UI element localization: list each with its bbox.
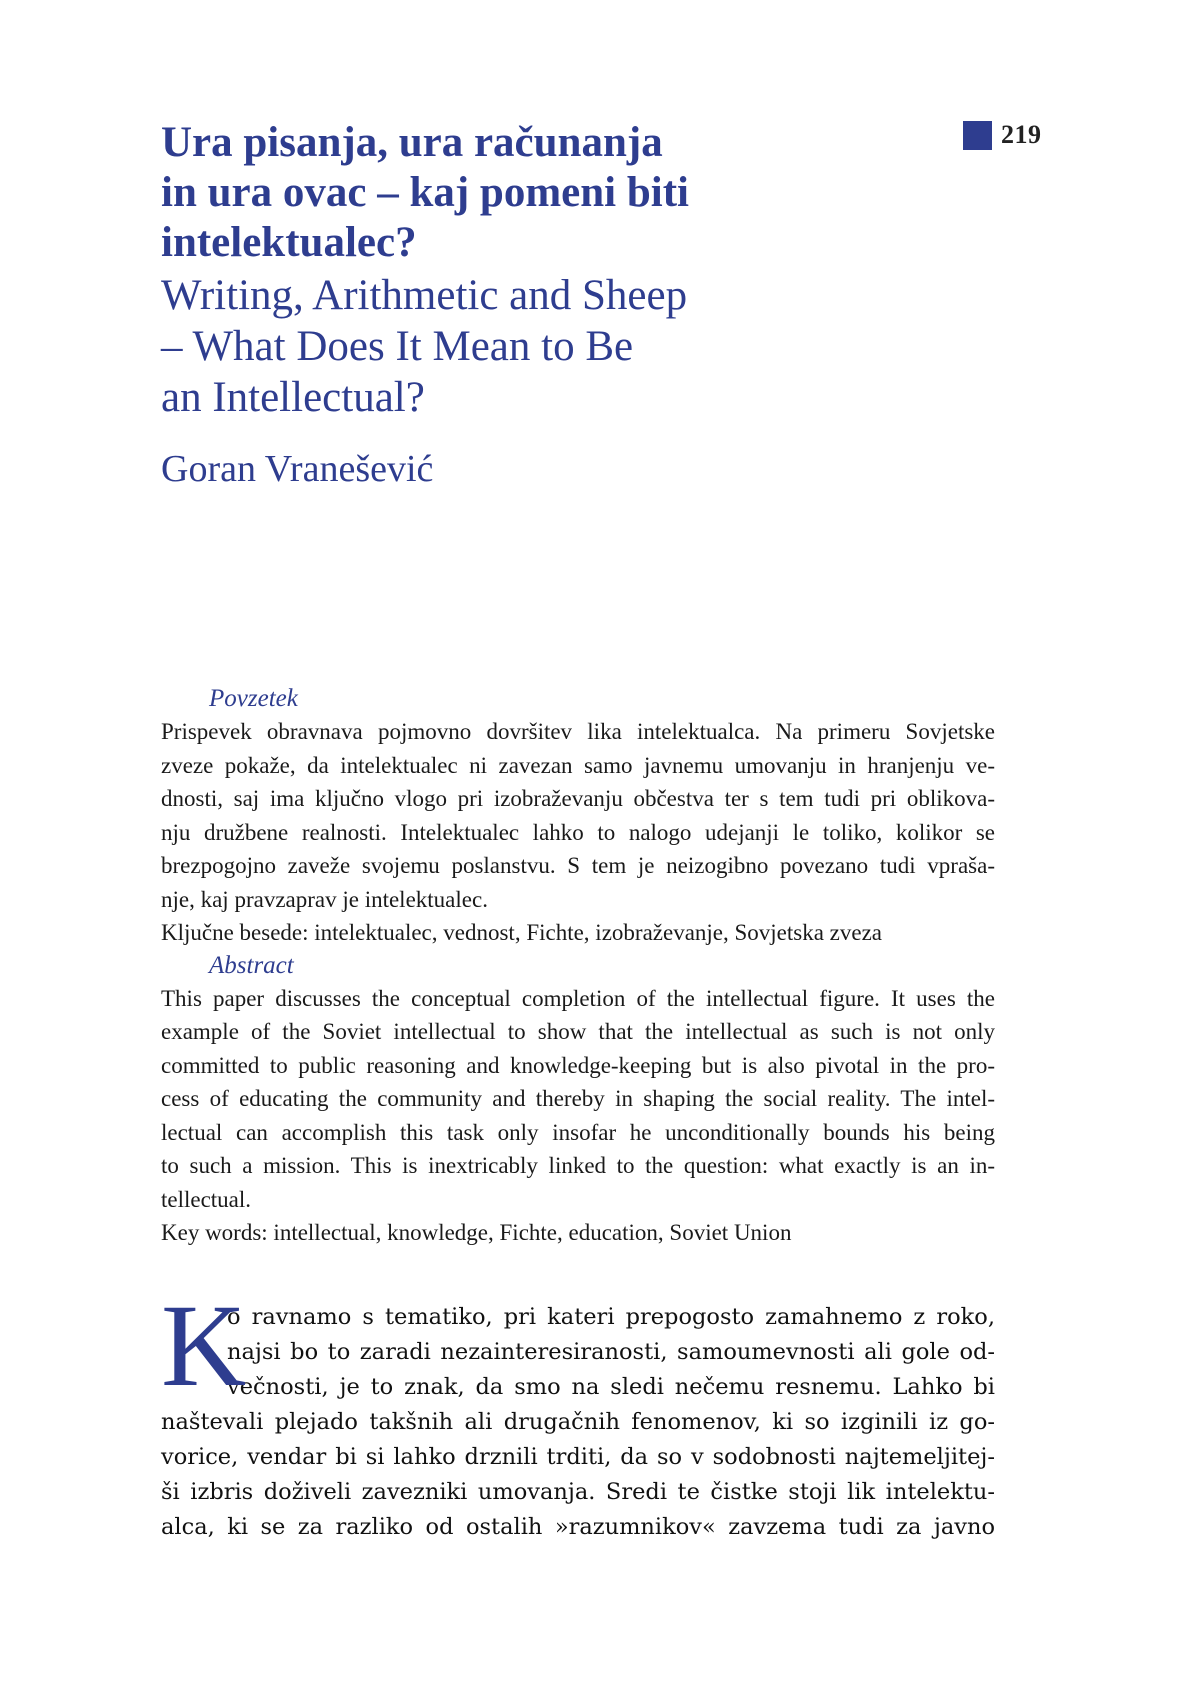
abstract-line: to such a mission. This is inextricably linked to the question: what exactly is an in- xyxy=(161,1153,995,1178)
abstract-line: committed to public reasoning and knowledge-keeping but is also pivotal in the pro- xyxy=(161,1052,995,1078)
title-sl-line: in ura ovac – kaj pomeni biti xyxy=(161,169,689,216)
title-slovene xyxy=(161,118,801,268)
page-number: 219 xyxy=(1001,120,1042,149)
title-sl-line: Ura pisanja, ura računanja xyxy=(161,119,663,166)
title-en-line: – What Does It Mean to Be xyxy=(161,323,634,370)
body-line: naštevali plejado takšnih ali drugačnih fenomenov, ki so izginili iz go- xyxy=(161,1409,995,1435)
title-sl-line: intelektualec? xyxy=(161,219,417,266)
title-en-line: Writing, Arithmetic and Sheep xyxy=(161,272,688,319)
author-name: Goran Vranešević xyxy=(161,448,434,490)
povzetek-line: brezpogojno zaveže svojemu poslanstvu. S tem je neizogibno povezano tudi vpraša- xyxy=(161,853,995,878)
povzetek-line: zveze pokaže, da intelektualec ni zavezan samo javnemu umovanju in hranjenju ve- xyxy=(161,752,995,778)
page-number-block xyxy=(963,120,1042,150)
body-text xyxy=(161,1280,995,1545)
povzetek-line: Prispevek obravnava pojmovno dovršitev lika intelektualca. Na primeru Sovjetske xyxy=(161,719,995,744)
body-line: vorice, vendar bi si lahko drznili trditi, da so v sodobnosti najtemeljitej- xyxy=(161,1444,995,1470)
abstract-line: tellectual. xyxy=(161,1186,252,1212)
povzetek-text xyxy=(161,715,995,916)
body-line: ši izbris doživeli zavezniki umovanja. Sredi te čistke stoji lik intelektu- xyxy=(161,1479,995,1505)
povzetek-heading: Povzetek xyxy=(209,685,298,712)
body-line: večnosti, je to znak, da smo na sledi nečemu resnemu. Lahko bi xyxy=(227,1374,995,1400)
abstract-line: cess of educating the community and thereby in shaping the social reality. The intel- xyxy=(161,1086,995,1111)
abstract-text xyxy=(161,982,995,1217)
abstract-heading: Abstract xyxy=(209,951,294,979)
povzetek-line: dnosti, saj ima ključno vlogo pri izobraževanju občestva ter s tem tudi pri oblikova- xyxy=(161,786,995,811)
body-line: najsi bo to zaradi nezainteresiranosti, samoumevnosti ali gole od- xyxy=(227,1339,995,1365)
povzetek-line: nje, kaj pravzaprav je intelektualec. xyxy=(161,886,488,912)
title-block xyxy=(161,118,801,491)
abstracts-section xyxy=(161,683,995,1250)
drop-cap: K xyxy=(161,1280,247,1411)
page-marker-square xyxy=(963,121,992,150)
povzetek-keywords: Ključne besede: intelektualec, vednost, Fichte, izobraževanje, Sovjetska zveza xyxy=(161,920,883,945)
abstract-keywords: Key words: intellectual, knowledge, Fichte, education, Soviet Union xyxy=(161,1220,792,1245)
abstract-line: This paper discusses the conceptual completion of the intellectual figure. It uses the xyxy=(161,985,995,1011)
body-line: o ravnamo s tematiko, pri kateri prepogosto zamahnemo z roko, xyxy=(227,1304,995,1330)
title-en-line: an Intellectual? xyxy=(161,374,425,421)
abstract-line: lectual can accomplish this task only insofar he unconditionally bounds his being xyxy=(161,1119,995,1145)
povzetek-line: nju družbene realnosti. Intelektualec lahko to nalogo udejanji le toliko, kolikor se xyxy=(161,819,995,845)
title-english xyxy=(161,270,801,423)
body-line: alca, ki se za razliko od ostalih »razumnikov« zavzema tudi za javno xyxy=(161,1514,995,1540)
abstract-line: example of the Soviet intellectual to show that the intellectual as such is not only xyxy=(161,1019,995,1044)
